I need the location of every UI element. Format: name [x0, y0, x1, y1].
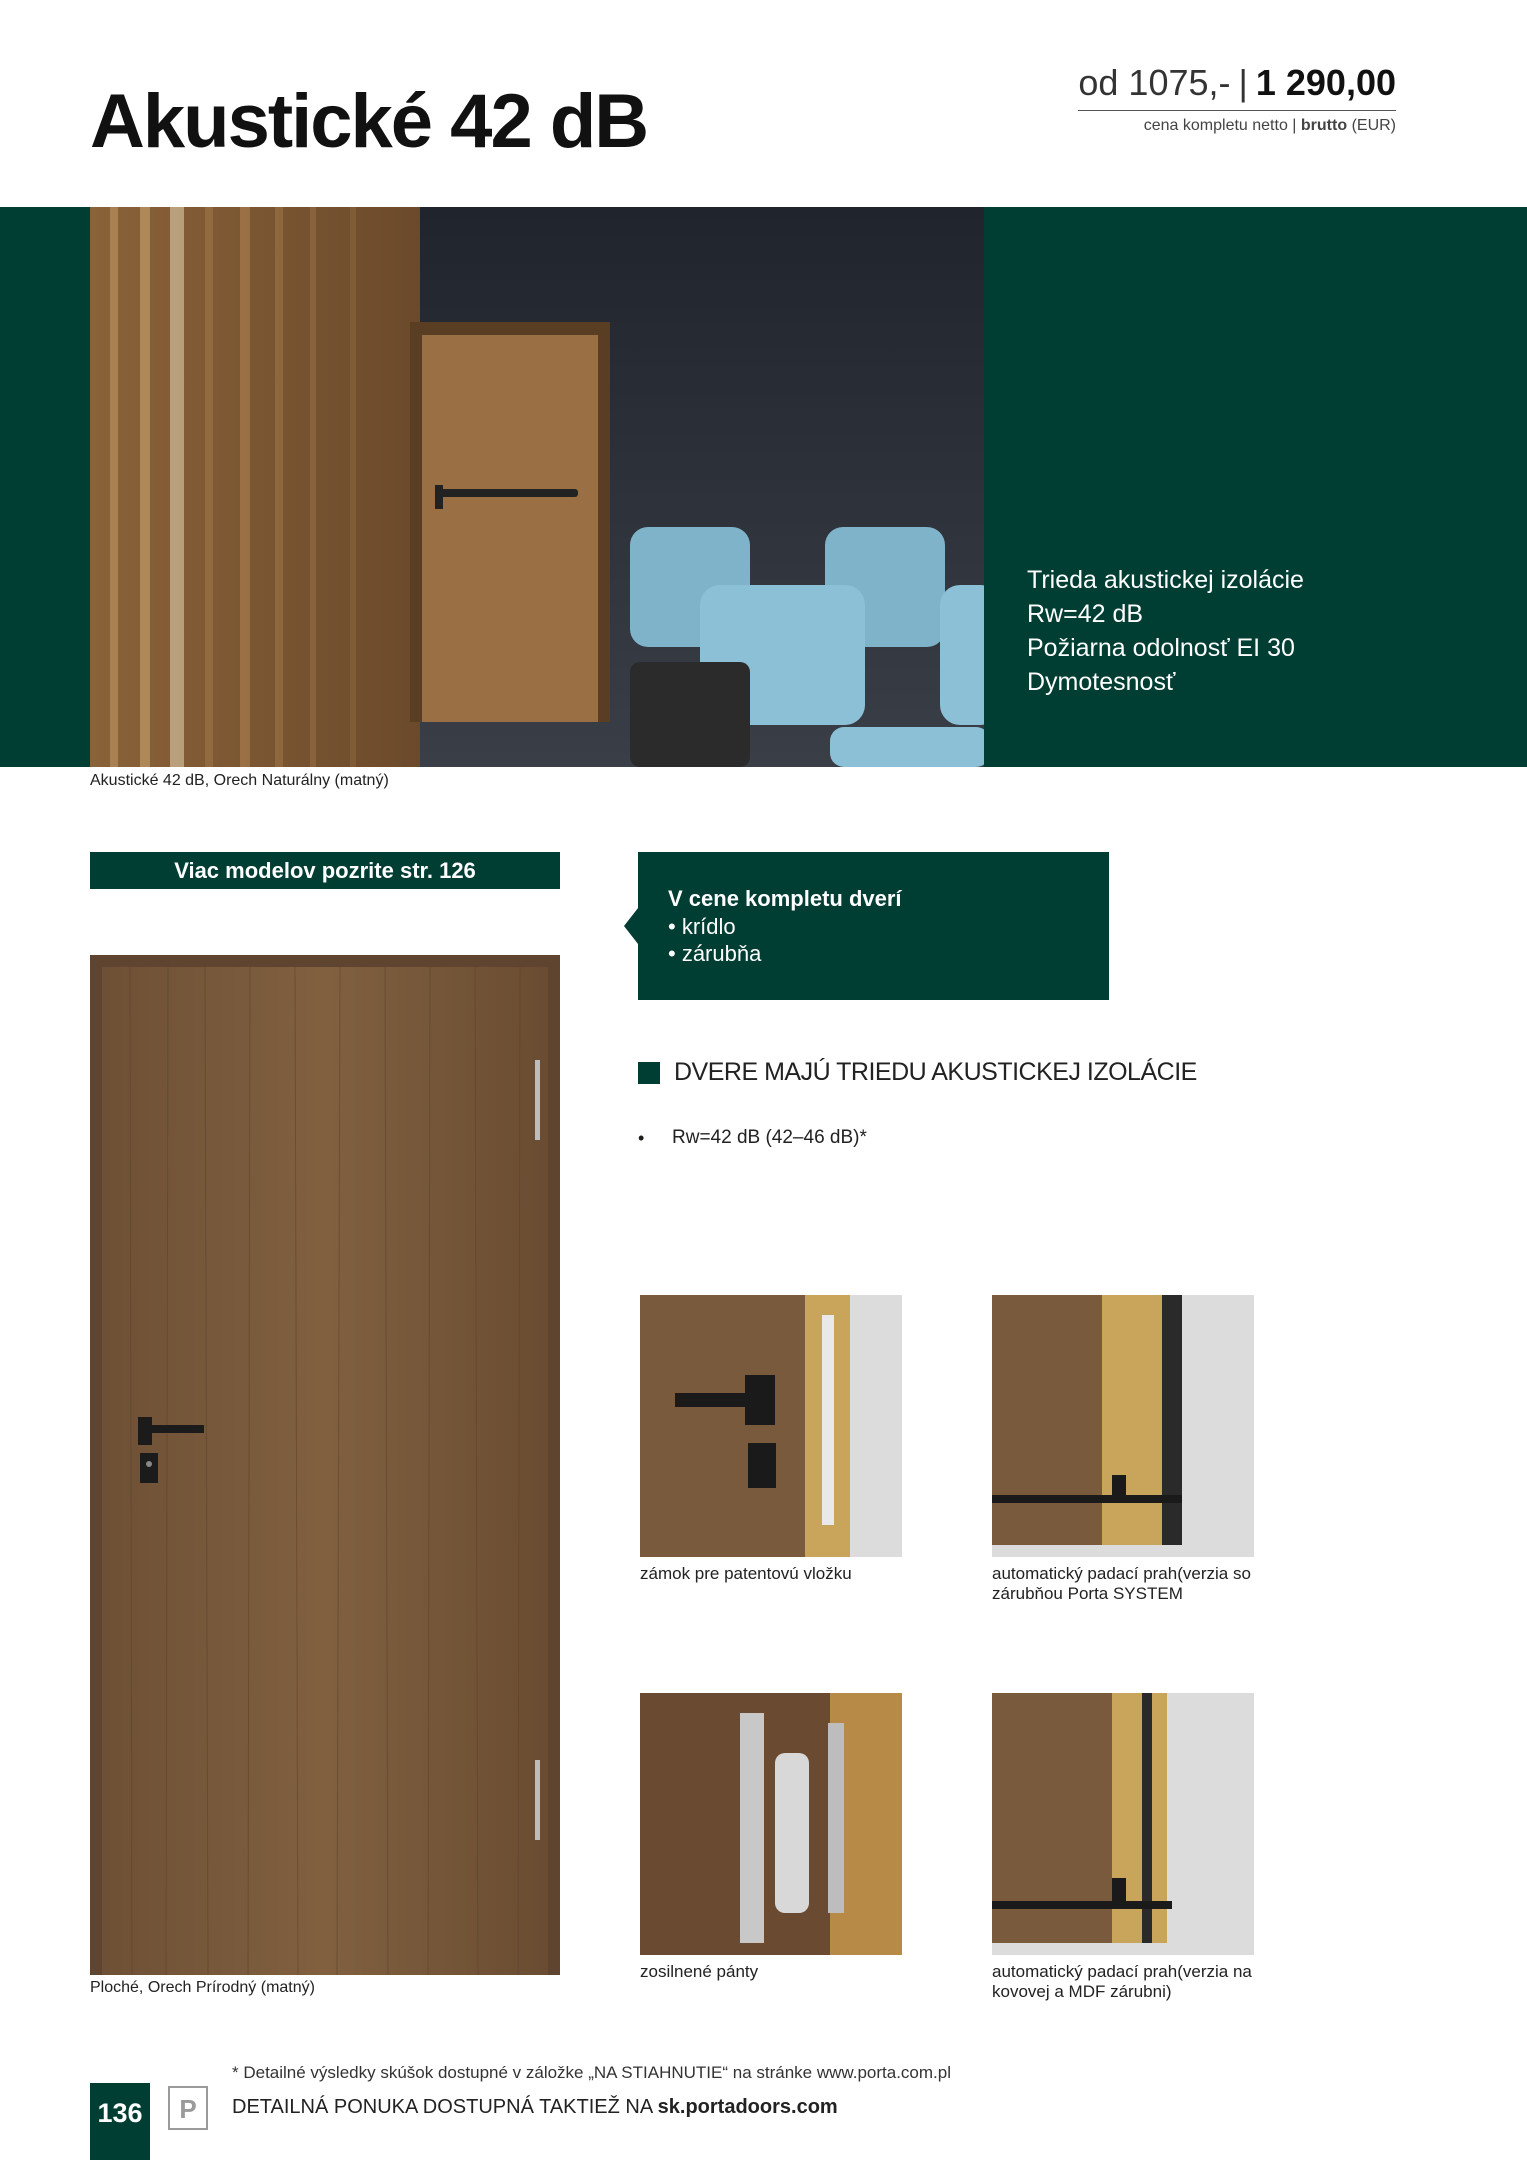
- price-caption-brutto: brutto: [1300, 117, 1348, 134]
- page-title: Akustické 42 dB: [90, 79, 648, 164]
- spec-line: Rw=42 dB: [1027, 600, 1144, 628]
- hero-specs: [1027, 563, 1304, 699]
- price-brutto: 1 290,00: [1255, 62, 1396, 103]
- offer-line: [232, 2096, 838, 2119]
- offer-text: DETAILNÁ PONUKA DOSTUPNÁ TAKTIEŽ NA: [232, 2096, 653, 2118]
- price-caption-currency: (EUR): [1351, 117, 1396, 134]
- included-heading: V cene kompletu dverí: [668, 886, 902, 911]
- threshold-detail-image: [992, 1295, 1254, 1557]
- included-box: [638, 852, 1109, 1000]
- door-caption: Ploché, Orech Prírodný (matný): [90, 1979, 315, 1996]
- price-separator: |: [1238, 62, 1248, 103]
- section-square-icon: [638, 1062, 660, 1084]
- porta-logo-icon: [168, 2086, 208, 2130]
- price-netto: od 1075,-: [1078, 62, 1231, 103]
- price-caption-netto: cena kompletu netto |: [1143, 117, 1297, 134]
- included-item: • zárubňa: [668, 941, 762, 966]
- offer-link[interactable]: sk.portadoors.com: [657, 2096, 838, 2118]
- acoustic-heading: DVERE MAJÚ TRIEDU AKUSTICKEJ IZOLÁCIE: [674, 1058, 1197, 1086]
- price-block: [1078, 62, 1396, 135]
- feature-caption: zosilnené pánty: [640, 1962, 759, 1981]
- door-illustration: [90, 955, 560, 1975]
- price-divider: [1078, 110, 1396, 111]
- logo-letter: P: [179, 2094, 197, 2124]
- threshold-icon: [992, 1693, 1254, 1955]
- bullet-icon: •: [638, 1128, 645, 1148]
- lock-icon: [640, 1295, 902, 1557]
- lock-detail-image: [640, 1295, 902, 1557]
- footnote: * Detailné výsledky skúšok dostupné v záložke „NA STIAHNUTIE“ na stránke www.porta.com.pl: [232, 2063, 952, 2082]
- feature-caption: automatický padací prah(verzia na kovovej a MDF zárubni): [992, 1962, 1252, 2001]
- acoustic-value: Rw=42 dB (42–46 dB)*: [672, 1127, 867, 1148]
- door-image: [90, 955, 560, 1975]
- feature-caption: zámok pre patentovú vložku: [640, 1564, 852, 1583]
- spec-line: Požiarna odolnosť EI 30: [1027, 634, 1295, 662]
- hinge-icon: [640, 1693, 902, 1955]
- hinge-detail-image: [640, 1693, 902, 1955]
- spec-line: Trieda akustickej izolácie: [1027, 566, 1304, 594]
- hero-caption: Akustické 42 dB, Orech Naturálny (matný): [90, 772, 389, 789]
- feature-caption: automatický padací prah(verzia so zárubňou Porta SYSTEM: [992, 1564, 1251, 1603]
- pointer-arrow: [624, 908, 638, 944]
- more-models-banner: Viac modelov pozrite str. 126: [90, 852, 560, 889]
- threshold-icon: [992, 1295, 1254, 1557]
- cinema-interior-image: [90, 207, 984, 767]
- included-item: • krídlo: [668, 914, 736, 939]
- page-number: 136: [90, 2083, 150, 2160]
- hero-photo: [90, 207, 984, 767]
- spec-line: Dymotesnosť: [1027, 668, 1176, 696]
- threshold-detail-image-2: [992, 1693, 1254, 1955]
